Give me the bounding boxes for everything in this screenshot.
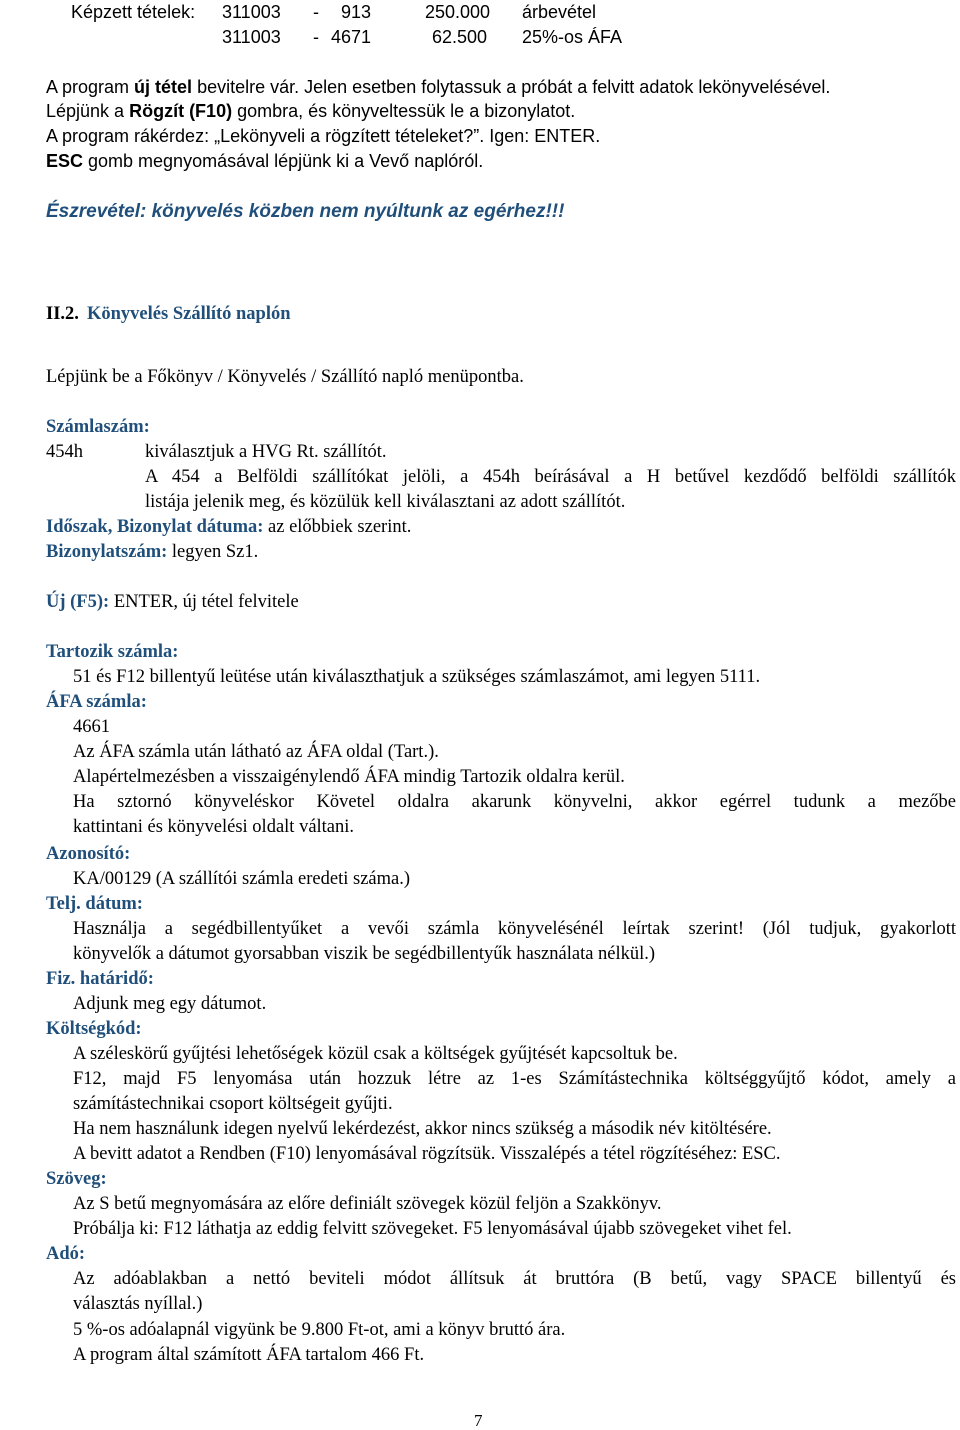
posted-item-2-account: 311003 bbox=[222, 27, 281, 47]
cost-code-line-2: F12, majd F5 lenyomása után hozzuk létre az 1-es Számítástechnika költséggyűjtő kódot, amely a bbox=[73, 1069, 956, 1089]
identifier-label: Azonosító: bbox=[46, 844, 131, 864]
paragraph-esc: ESC gomb megnyomásával lépjünk ki a Vevő naplóról. bbox=[46, 151, 484, 171]
tax-line-1: Az adóablakban a nettó beviteli módot állítsuk át bruttóra (B betű, vagy SPACE billentyű és bbox=[73, 1269, 956, 1289]
posted-item-2-desc: 25%-os ÁFA bbox=[522, 27, 623, 47]
tax-line-3: 5 %-os adóalapnál vigyünk be 9.800 Ft-ot, ami a könyv bruttó ára. bbox=[73, 1320, 566, 1340]
section-number: II.2. bbox=[46, 304, 79, 324]
text-line-1: Az S betű megnyomására az előre definiált szövegek közül feljön a Szakkönyv. bbox=[73, 1194, 662, 1214]
cost-code-label: Költségkód: bbox=[46, 1019, 142, 1039]
invoice-line-2: A 454 a Belföldi szállítókat jelöli, a 454h beírásával a H betűvel kezdődő belföldi szállítók bbox=[145, 467, 956, 487]
cost-code-line-4: Ha nem használunk idegen nyelvű lekérdezést, akkor nincs szükség a második név kitöltésére. bbox=[73, 1119, 772, 1139]
paragraph-new-item: A program új tétel bevitelre vár. Jelen esetben folytassuk a próbát a felvitt adatok lekönyvelésével. bbox=[46, 77, 831, 97]
posted-item-1-dash: - bbox=[313, 2, 319, 22]
intro-text: Lépjünk be a Főkönyv / Könyvelés / Szállító napló menüpontba. bbox=[46, 367, 524, 387]
payment-deadline-line-1: Adjunk meg egy dátumot. bbox=[73, 994, 267, 1014]
text-label: Szöveg: bbox=[46, 1169, 107, 1189]
posted-item-1-contra: 913 bbox=[341, 2, 372, 22]
identifier-line-1: KA/00129 (A szállítói számla eredeti száma.) bbox=[73, 869, 411, 889]
tax-line-4: A program által számított ÁFA tartalom 466 Ft. bbox=[73, 1345, 425, 1365]
new-item-line: Új (F5): ENTER, új tétel felvitele bbox=[46, 592, 299, 612]
posted-items-label: Képzett tételek: bbox=[71, 2, 196, 22]
vat-account-label: ÁFA számla: bbox=[46, 692, 147, 712]
posted-item-1-amount: 250.000 bbox=[425, 2, 491, 22]
tax-line-2: választás nyíllal.) bbox=[73, 1294, 203, 1314]
posted-item-1-desc: árbevétel bbox=[522, 2, 597, 22]
page-number: 7 bbox=[474, 1411, 483, 1430]
invoice-line-3: listája jelenik meg, és közülük kell kiválasztani az adott szállítót. bbox=[145, 492, 626, 512]
document-number-line: Bizonylatszám: legyen Sz1. bbox=[46, 542, 259, 562]
fulfilment-date-label: Telj. dátum: bbox=[46, 894, 143, 914]
period-line: Időszak, Bizonylat dátuma: az előbbiek szerint. bbox=[46, 517, 412, 537]
note-no-mouse: Észrevétel: könyvelés közben nem nyúltunk az egérhez!!! bbox=[46, 201, 565, 222]
payment-deadline-label: Fiz. határidő: bbox=[46, 969, 154, 989]
posted-item-2-dash: - bbox=[313, 27, 319, 47]
posted-item-1-account: 311003 bbox=[222, 2, 281, 22]
paragraph-record: Lépjünk a Rögzít (F10) gombra, és könyveltessük le a bizonylatot. bbox=[46, 101, 576, 121]
invoice-code: 454h bbox=[46, 442, 83, 462]
paragraph-confirm: A program rákérdez: „Lekönyveli a rögzített tételeket?”. Igen: ENTER. bbox=[46, 126, 601, 146]
vat-account-line-1: 4661 bbox=[73, 717, 110, 737]
cost-code-line-5: A bevitt adatot a Rendben (F10) lenyomásával rögzítsük. Visszalépés a tétel rögzítéséhez: ESC. bbox=[73, 1144, 781, 1164]
debit-account-label: Tartozik számla: bbox=[46, 642, 179, 662]
section-title: Könyvelés Szállító naplón bbox=[87, 304, 291, 324]
vat-account-line-2: Az ÁFA számla után látható az ÁFA oldal (Tart.). bbox=[73, 742, 439, 762]
text-line-2: Próbálja ki: F12 láthatja az eddig felvitt szövegeket. F5 lenyomásával újabb szövegeket vihet fel. bbox=[73, 1219, 792, 1239]
fulfilment-date-line-1: Használja a segédbillentyűket a vevői számla könyvelésénél leírtak szerint! (Jól tudjuk, gyakorlott bbox=[73, 919, 956, 939]
posted-item-2-amount: 62.500 bbox=[432, 27, 488, 47]
cost-code-line-1: A széleskörű gyűjtési lehetőségek közül csak a költségek gyűjtését kapcsoltuk be. bbox=[73, 1044, 678, 1064]
posted-item-2-contra: 4671 bbox=[331, 27, 372, 47]
tax-label: Adó: bbox=[46, 1244, 86, 1264]
debit-account-line-1: 51 és F12 billentyű leütése után kiválaszthatjuk a szükséges számlaszámot, ami legyen 5111. bbox=[73, 667, 761, 687]
vat-account-line-5: kattintani és könyvelési oldalt váltani. bbox=[73, 817, 355, 837]
fulfilment-date-line-2: könyvelők a dátumot gyorsabban viszik be segédbillentyűk használata nélkül.) bbox=[73, 944, 656, 964]
invoice-line-1: kiválasztjuk a HVG Rt. szállítót. bbox=[145, 442, 387, 462]
invoice-number-label: Számlaszám: bbox=[46, 417, 150, 437]
vat-account-line-3: Alapértelmezésben a visszaigénylendő ÁFA mindig Tartozik oldalra kerül. bbox=[73, 767, 625, 787]
vat-account-line-4: Ha sztornó könyveléskor Követel oldalra akarunk könyvelni, akkor egérrel tudunk a mezőbe bbox=[73, 792, 956, 812]
cost-code-line-3: számítástechnikai csoport költségeit gyűjti. bbox=[73, 1094, 393, 1114]
